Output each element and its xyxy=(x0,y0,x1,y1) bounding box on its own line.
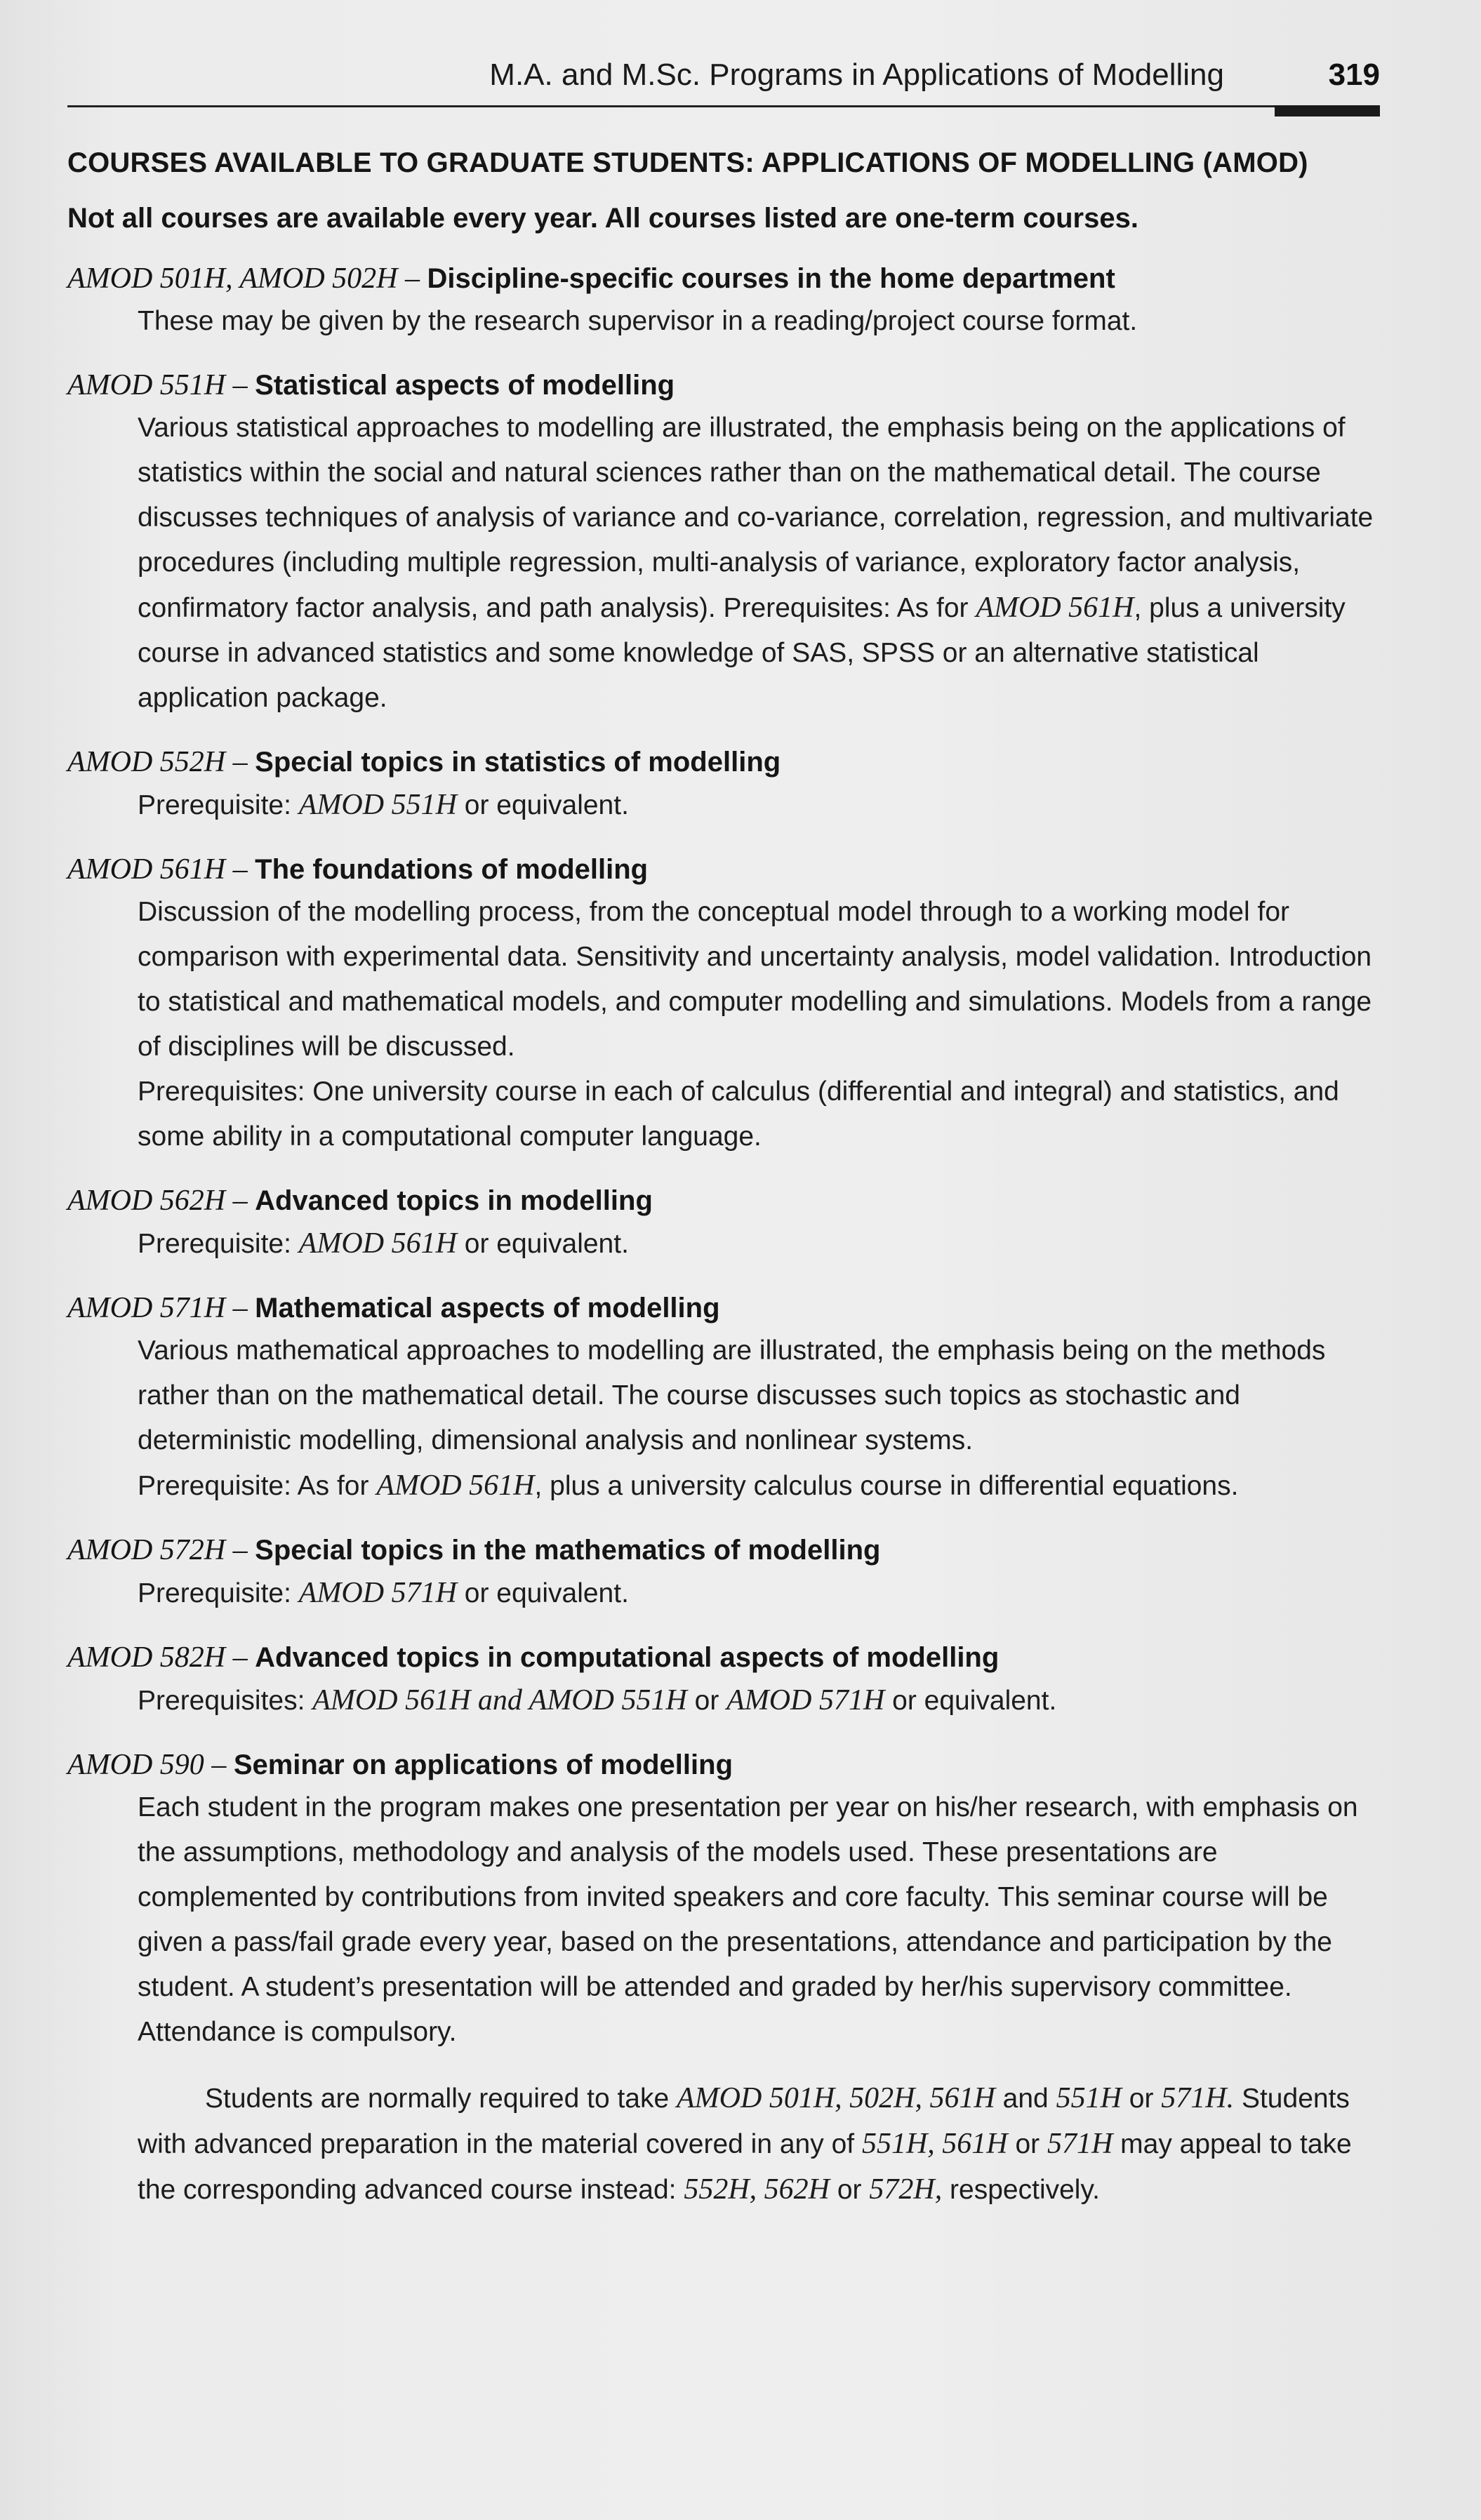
course-entry xyxy=(67,365,1387,721)
header-rule-bar xyxy=(1275,105,1380,116)
course-heading xyxy=(67,1180,1387,1221)
course-entry xyxy=(67,742,1387,828)
course-heading xyxy=(67,365,1387,406)
page-header xyxy=(67,51,1380,114)
course-entry xyxy=(67,1637,1387,1724)
course-code: AMOD 562H xyxy=(67,1185,226,1217)
prerequisite-part: or equivalent. xyxy=(456,1578,629,1608)
prerequisite-text xyxy=(138,1221,1387,1267)
course-reference: 571H xyxy=(1047,2128,1113,2160)
course-entry xyxy=(67,1745,1387,2055)
course-code: AMOD 572H xyxy=(67,1534,226,1566)
page-number: 319 xyxy=(1328,58,1380,92)
prerequisite-text xyxy=(138,1571,1387,1616)
course-reference: AMOD 561H xyxy=(976,592,1134,624)
dash: – xyxy=(225,1534,255,1566)
text-part: or xyxy=(830,2175,870,2205)
course-description xyxy=(138,406,1387,721)
prerequisite-label: Prerequisite: xyxy=(138,790,299,820)
prerequisite-part: or equivalent. xyxy=(456,1229,629,1259)
course-reference: AMOD 561H xyxy=(376,1469,535,1502)
course-title: Advanced topics in computational aspects of modelling xyxy=(255,1642,999,1673)
dash: – xyxy=(225,1185,255,1217)
course-code: AMOD 582H xyxy=(67,1641,226,1674)
course-heading xyxy=(67,258,1387,299)
course-reference: AMOD 551H xyxy=(298,789,457,821)
course-heading xyxy=(67,849,1387,890)
course-description xyxy=(138,1328,1387,1509)
closing-paragraph xyxy=(138,2076,1387,2213)
prerequisite-text: Prerequisites: One university course in each of calculus (differential and integral) and statistics, and some ability in a computational computer language. xyxy=(138,1076,1339,1152)
course-code: AMOD 552H xyxy=(67,746,226,778)
availability-note: Not all courses are available every year. All courses listed are one-term courses. xyxy=(67,203,1138,234)
course-heading xyxy=(67,1288,1387,1328)
prerequisite-part: , plus a university calculus course in differential equations. xyxy=(534,1471,1239,1501)
prerequisite-label: Prerequisites: xyxy=(138,1686,313,1716)
text-part: Students with advanced preparation in the material covered in any of xyxy=(138,2084,1350,2159)
course-title: Seminar on applications of modelling xyxy=(233,1749,733,1780)
course-reference: 551H xyxy=(1056,2082,1122,2114)
course-description xyxy=(138,890,1387,1159)
course-reference: 551H, 561H xyxy=(861,2128,1008,2160)
course-entry xyxy=(67,1180,1387,1267)
prerequisite-label: Prerequisite: xyxy=(138,1578,299,1608)
text-part: Students are normally required to take xyxy=(205,2084,677,2114)
course-title: Special topics in statistics of modelling xyxy=(255,747,781,778)
dash: – xyxy=(225,853,255,886)
course-description xyxy=(138,1785,1387,2055)
course-description xyxy=(138,299,1387,344)
dash: – xyxy=(225,369,255,401)
course-code: AMOD 501H, AMOD 502H xyxy=(67,262,398,295)
description-text: Various mathematical approaches to modelling are illustrated, the emphasis being on the methods rather than on the mathematical detail. The course discusses such topics as stochastic and deterministic modelling, dimensional analysis and nonlinear systems. xyxy=(138,1335,1326,1455)
text-part: respectively. xyxy=(942,2175,1100,2205)
section-title: COURSES AVAILABLE TO GRADUATE STUDENTS: APPLICATIONS OF MODELLING (AMOD) xyxy=(67,147,1308,178)
prerequisite-label: Prerequisite: As for xyxy=(138,1471,377,1501)
course-reference: 552H, 562H xyxy=(684,2173,830,2206)
description-part: , plus a university course in advanced statistics and some knowledge of SAS, SPSS or an alternative statistical application package. xyxy=(138,593,1346,713)
course-title: Advanced topics in modelling xyxy=(255,1185,653,1216)
course-entry xyxy=(67,1530,1387,1616)
course-title: The foundations of modelling xyxy=(255,854,649,885)
running-head: M.A. and M.Sc. Programs in Applications of Modelling xyxy=(489,58,1224,92)
course-reference: AMOD 561H and AMOD 551H xyxy=(312,1684,687,1716)
prerequisite-text xyxy=(138,782,1387,828)
prerequisite-text xyxy=(138,1463,1387,1509)
text-part: and xyxy=(995,2084,1056,2114)
course-heading xyxy=(67,1637,1387,1678)
prerequisite-part: or equivalent. xyxy=(884,1686,1057,1716)
prerequisite-part: or xyxy=(686,1686,727,1716)
dash: – xyxy=(204,1749,234,1781)
prerequisite-text xyxy=(138,1678,1387,1724)
course-title: Statistical aspects of modelling xyxy=(255,370,675,401)
dash: – xyxy=(225,1292,255,1324)
dash: – xyxy=(225,1641,255,1674)
course-entry xyxy=(67,1288,1387,1509)
description-part: Various statistical approaches to modelling are illustrated, the emphasis being on the applications of statistics within the social and natural sciences rather than on the mathematical detail. The course discusses techniques of analysis of variance and co-variance, correlation, regression, and multivariate procedures (including multiple regression, multi-analysis of variance, exploratory factor analysis, confirmatory factor analysis, and path analysis). Prerequisites: As for xyxy=(138,413,1374,623)
page-content xyxy=(67,147,1387,2213)
description-text: These may be given by the research supervisor in a reading/project course format. xyxy=(138,306,1138,336)
course-code: AMOD 571H xyxy=(67,1292,226,1324)
course-heading xyxy=(67,1530,1387,1571)
description-text: Each student in the program makes one presentation per year on his/her research, with emphasis on the assumptions, methodology and analysis of the models used. These presentations are complemented by contributions from invited speakers and core faculty. This seminar course will be given a pass/fail grade every year, based on the presentations, attendance and participation by the student. A student’s presentation will be attended and graded by her/his supervisory committee. Attendance is compulsory. xyxy=(138,1792,1358,2047)
text-part: may appeal to take the corresponding advanced course instead: xyxy=(138,2129,1352,2205)
prerequisite-label: Prerequisite: xyxy=(138,1229,299,1259)
course-reference: AMOD 561H xyxy=(298,1227,457,1260)
course-heading xyxy=(67,1745,1387,1785)
course-code: AMOD 551H xyxy=(67,369,226,401)
course-prerequisite xyxy=(138,782,1387,828)
course-code: AMOD 561H xyxy=(67,853,226,886)
course-title: Special topics in the mathematics of modelling xyxy=(255,1535,881,1566)
course-heading xyxy=(67,742,1387,782)
course-entry xyxy=(67,258,1387,344)
course-prerequisite xyxy=(138,1221,1387,1267)
text-part: or xyxy=(1121,2084,1162,2114)
text-part: or xyxy=(1007,2129,1047,2159)
header-rule xyxy=(67,105,1380,107)
course-code: AMOD 590 xyxy=(67,1749,204,1781)
description-text xyxy=(138,406,1387,721)
course-title: Mathematical aspects of modelling xyxy=(255,1293,720,1324)
course-prerequisite xyxy=(138,1678,1387,1724)
dash: – xyxy=(225,746,255,778)
description-text: Discussion of the modelling process, from the conceptual model through to a working model for comparison with experimental data. Sensitivity and uncertainty analysis, model validation. Introduction to statistical and mathematical models, and computer modelling and simulations. Models from a range of disciplines will be discussed. xyxy=(138,897,1372,1062)
dash: – xyxy=(397,262,427,295)
prerequisite-part: or equivalent. xyxy=(456,790,629,820)
course-reference: AMOD 571H xyxy=(726,1684,885,1716)
course-prerequisite xyxy=(138,1571,1387,1616)
course-reference: AMOD 501H, 502H, 561H xyxy=(677,2082,995,2114)
course-reference: 571H. xyxy=(1161,2082,1235,2114)
course-reference: 572H, xyxy=(869,2173,943,2206)
course-reference: AMOD 571H xyxy=(298,1577,457,1609)
course-entry xyxy=(67,849,1387,1159)
course-title: Discipline-specific courses in the home department xyxy=(427,263,1115,294)
